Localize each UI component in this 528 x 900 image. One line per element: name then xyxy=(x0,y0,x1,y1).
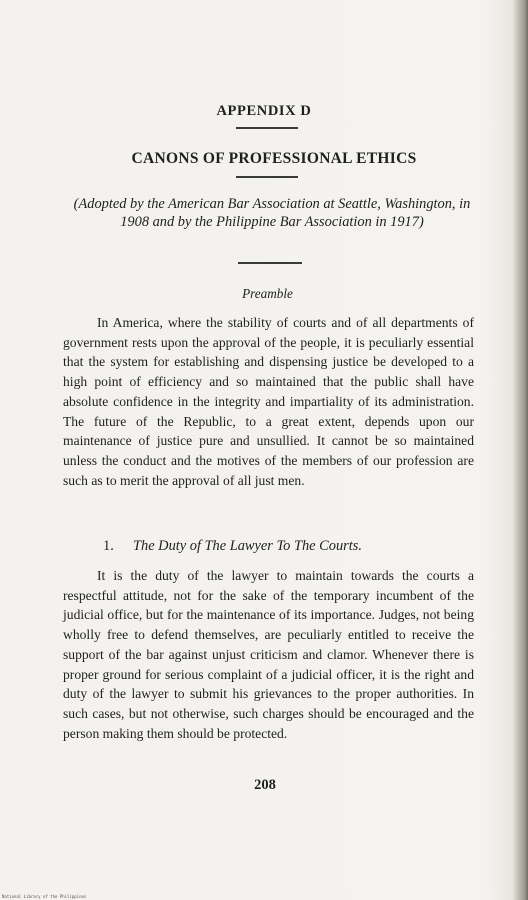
divider-rule xyxy=(238,262,302,264)
section-title: The Duty of The Lawyer To The Courts. xyxy=(133,538,362,554)
preamble-heading: Preamble xyxy=(242,286,293,301)
adoption-note: (Adopted by the American Bar Association at Seattle, Washington, in 1908 and by the Philippine Bar Association in 1917) xyxy=(73,196,471,230)
library-footer: National Library of the Philippines xyxy=(2,894,87,899)
appendix-label: APPENDIX D xyxy=(216,103,312,119)
section-paragraph: It is the duty of the lawyer to maintain towards the courts a respectful attitude, not for the sake of the temporary incumbent of the judicial office, but for the maintenance of its importance. Judges, not being wholly free to defend themselves, are peculiarly entitled to receive the support of the bar against unjust criticism and clamor. Whenever there is proper ground for serious complaint of a judicial officer, it is the right and duty of the lawyer to submit his grievances to the proper authorities. In such cases, but not otherwise, such charges should be encouraged and the person making them should be protected. xyxy=(63,568,474,741)
section-heading xyxy=(103,538,483,555)
preamble-paragraph: In America, where the stability of courts and of all departments of government rests upon the approval of the people, it is peculiarly essential that the system for establishing and dispensing justice be developed to a high point of efficiency and so maintained that the public shall have absolute confidence in the integrity and impartiality of its administration. The future of the Republic, to a great extent, depends upon our maintenance of justice pure and unsullied. It cannot be so maintained unless the conduct and the motives of the members of our profession are such as to merit the approval of all just men. xyxy=(63,315,474,488)
divider-rule xyxy=(236,176,298,178)
section-number: 1. xyxy=(103,538,114,554)
document-title: CANONS OF PROFESSIONAL ETHICS xyxy=(131,150,417,167)
divider-rule xyxy=(236,127,298,129)
page-number: 208 xyxy=(254,777,276,793)
